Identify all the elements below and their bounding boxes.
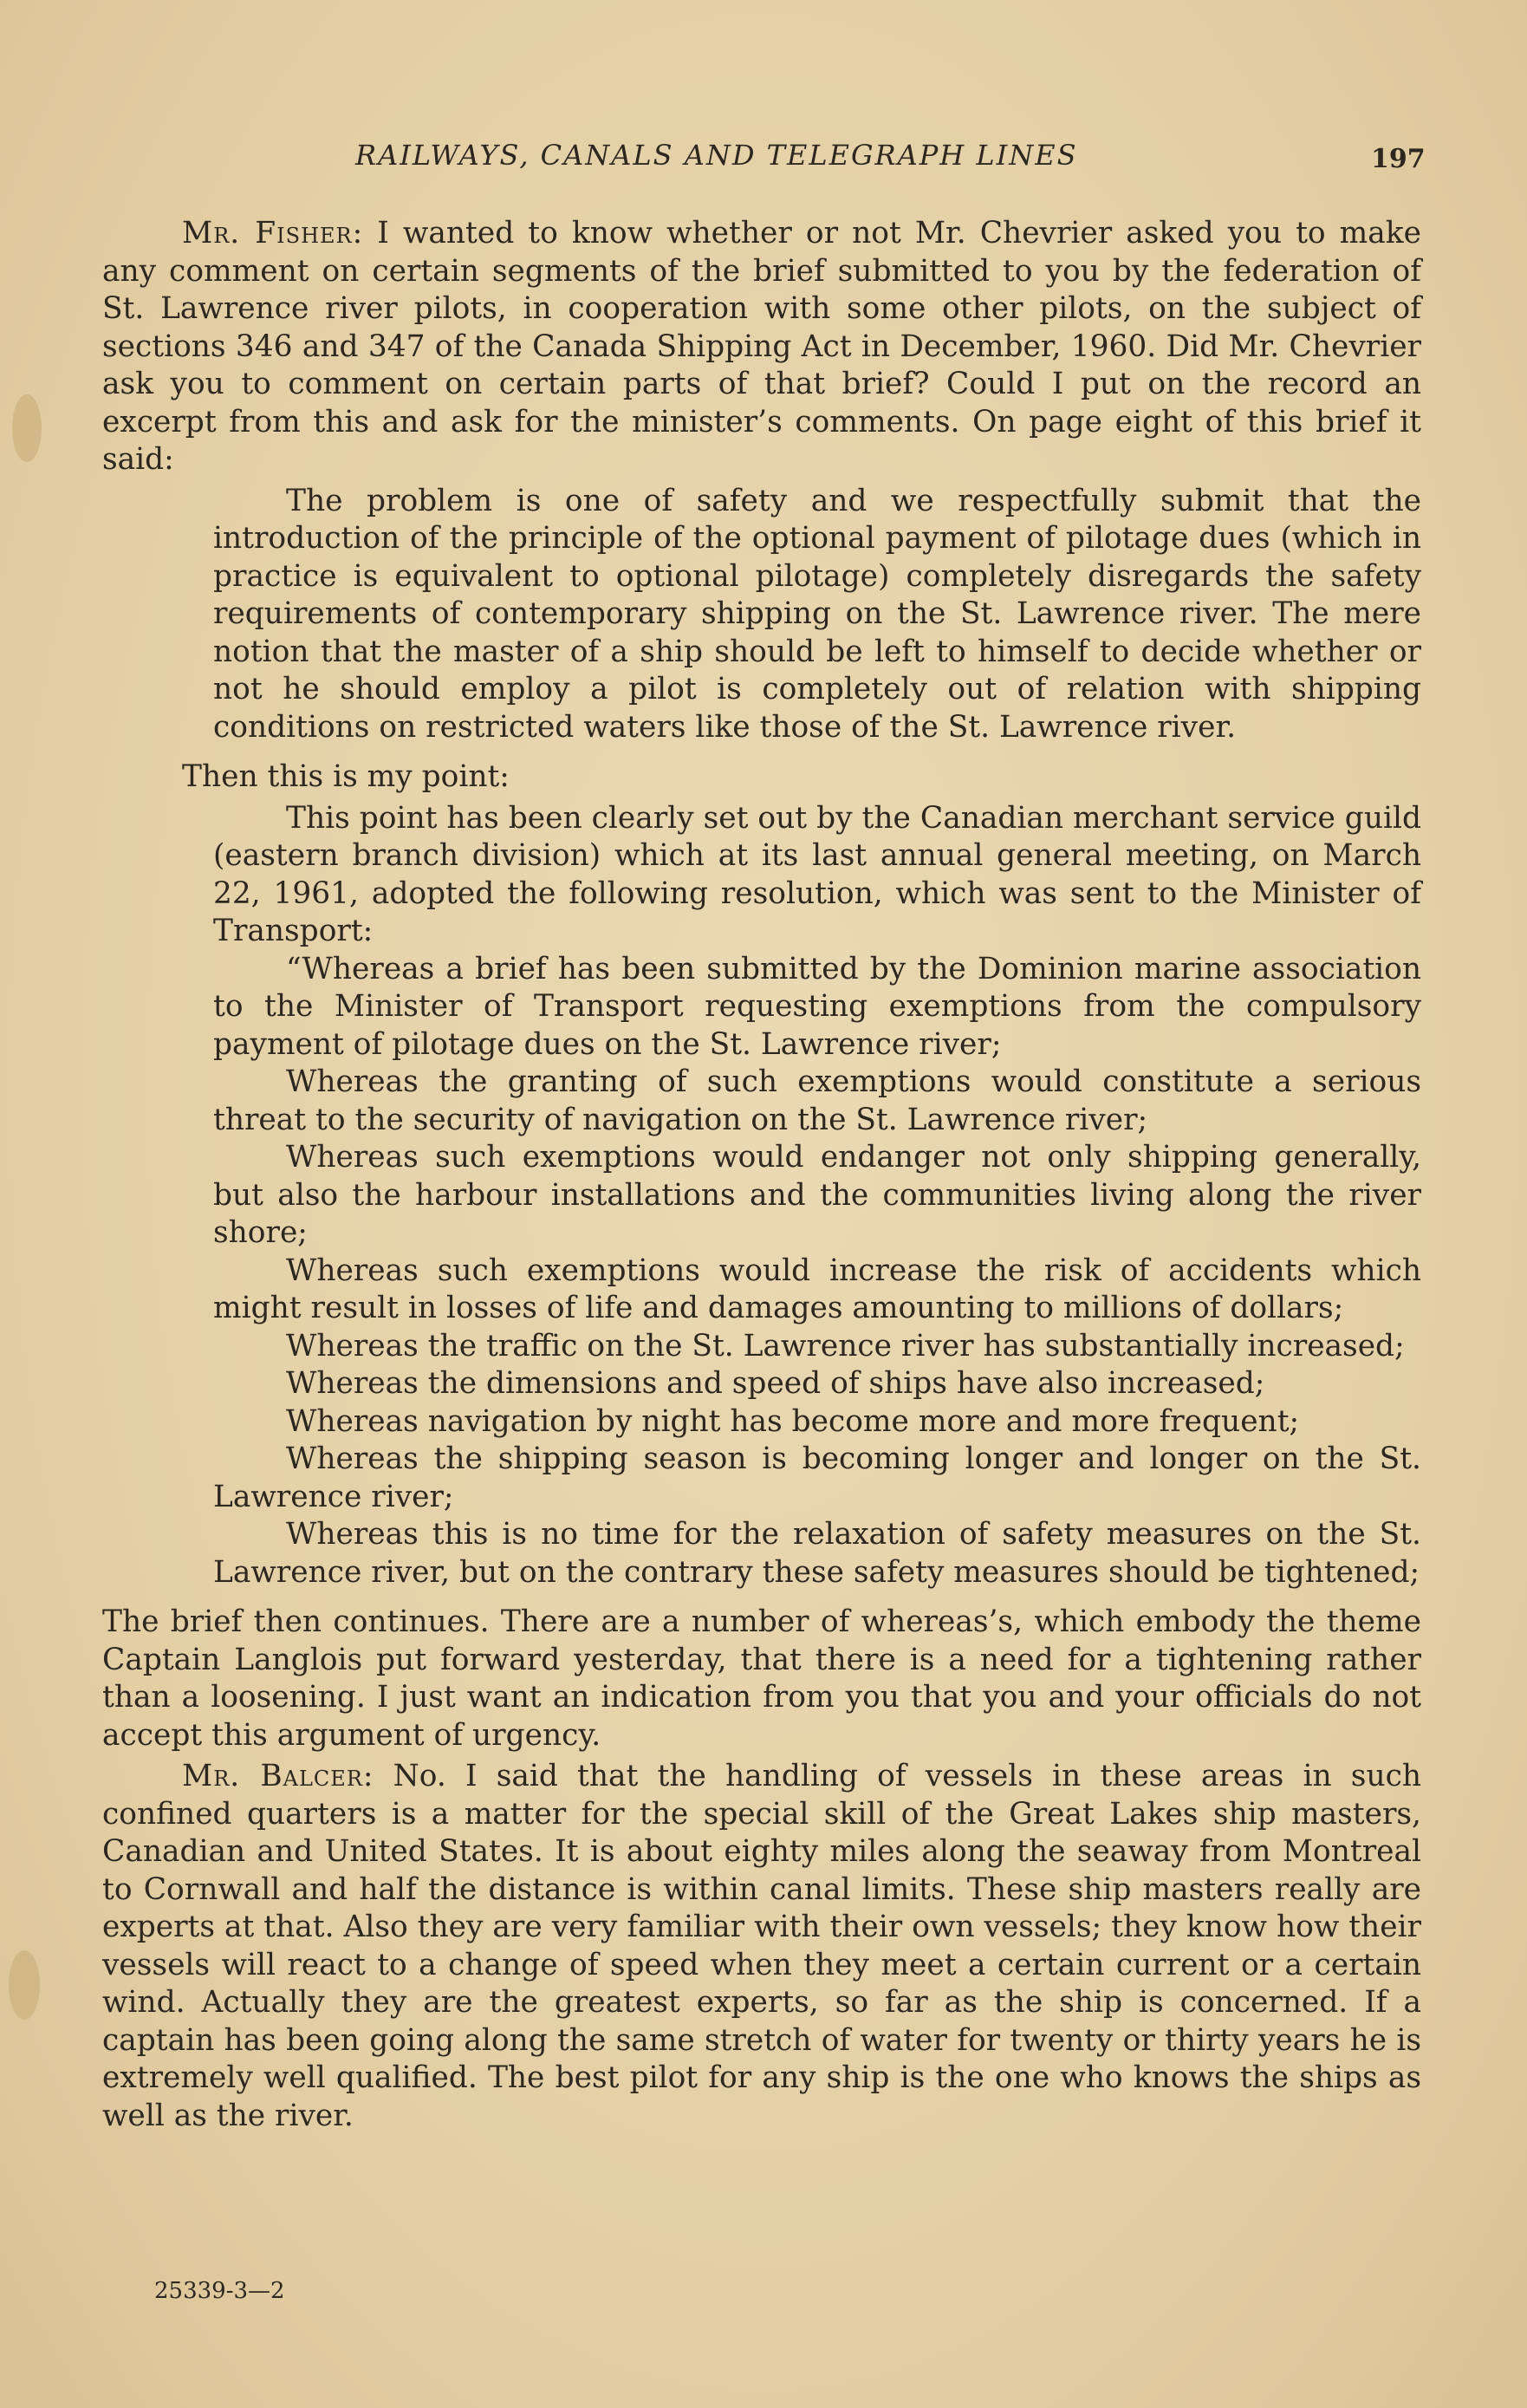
speaker-label: Mr. Fisher:: [182, 216, 364, 251]
page-body: [102, 215, 1421, 2135]
paper-stain: [9, 1950, 40, 2020]
printer-signature: 25339-3—2: [154, 2278, 285, 2304]
resolution-clause: “Whereas a brief has been submitted by the Dominion marine association to the Minister of Transport requesting exemptions from the compulsory payment of pilotage dues on the St. Lawrence river;: [213, 951, 1421, 1062]
paper-stain: [12, 394, 42, 462]
resolution-clause: Whereas such exemptions would endanger not only shipping generally, but also the harbour installations and the communities living along the river shore;: [213, 1140, 1421, 1250]
speech-text: No. I said that the handling of vessels in these areas in such confined quarters is a matter for the special skill of the Great Lakes ship masters, Canadian and United States. It is about eighty miles along the seaway from Montreal to Cornwall and half the distance is within canal limits. These ship masters really are experts at that. Also they are very familiar with their own vessels; they know how their vessels will react to a change of speed when they meet a certain current or a certain wind. Actually they are the greatest experts, so far as the ship is concerned. If a captain has been going along the same stretch of water for twenty or thirty years he is extremely well qualified. The best pilot for any ship is the one who knows the ships as well as the river.: [102, 1759, 1421, 2133]
resolution-clause: Whereas such exemptions would increase the risk of accidents which might result in losses of life and damages amounting to millions of dollars;: [213, 1253, 1421, 1325]
resolution-clause: Whereas the granting of such exemptions would constitute a serious threat to the security of navigation on the St. Lawrence river;: [213, 1064, 1421, 1137]
resolution-clause: Whereas the shipping season is becoming longer and longer on the St. Lawrence river;: [213, 1442, 1421, 1514]
paragraph-brief-continues: The brief then continues. There are a number of whereas’s, which embody the theme Captain Langlois put forward yesterday, that there is a need for a tightening rather than a loosening. I just want an indication from you that you and your officials do not accept this argument of urgency.: [102, 1604, 1421, 1753]
paragraph-balcer: [102, 1758, 1421, 2135]
quoted-brief-excerpt: The problem is one of safety and we respectfully submit that the introduction of the principle of the optional payment of pilotage dues (which in practice is equivalent to optional pilotage) completely disregards the safety requirements of contemporary shipping on the St. Lawrence river. The mere notion that the master of a ship should be left to himself to decide whether or not he should employ a pilot is completely out of relation with shipping conditions on restricted waters like those of the St. Lawrence river.: [213, 483, 1421, 745]
speech-text: I wanted to know whether or not Mr. Chevrier asked you to make any comment on certain segments of the brief submitted to you by the federation of St. Lawrence river pilots, in cooperation with some other pilots, on the subject of sections 346 and 347 of the Canada Shipping Act in December, 1960. Did Mr. Chevrier ask you to comment on certain parts of that brief? Could I put on the record an excerpt from this and ask for the minister’s comments. On page eight of this brief it said:: [102, 216, 1421, 477]
resolution-clause: Whereas the dimensions and speed of ships have also increased;: [286, 1366, 1265, 1401]
quoted-guild-statement: This point has been clearly set out by the Canadian merchant service guild (eastern branch division) which at its last annual general meeting, on March 22, 1961, adopted the following resolution, which was sent to the Minister of Transport:: [213, 800, 1421, 948]
page-header: [0, 139, 1527, 182]
paragraph-point: Then this is my point:: [182, 759, 510, 794]
resolution-clause: Whereas navigation by night has become more and more frequent;: [286, 1403, 1300, 1439]
page-number: 197: [1371, 144, 1426, 174]
running-head: RAILWAYS, CANALS AND TELEGRAPH LINES: [355, 139, 1078, 172]
resolution-clause: Whereas the traffic on the St. Lawrence river has substantially increased;: [286, 1328, 1405, 1363]
resolution-clause: Whereas this is no time for the relaxation of safety measures on the St. Lawrence river, but on the contrary these safety measures should be tightened;: [213, 1517, 1421, 1590]
paragraph-fisher: [102, 215, 1421, 479]
speaker-label: Mr. Balcer:: [182, 1759, 374, 1793]
